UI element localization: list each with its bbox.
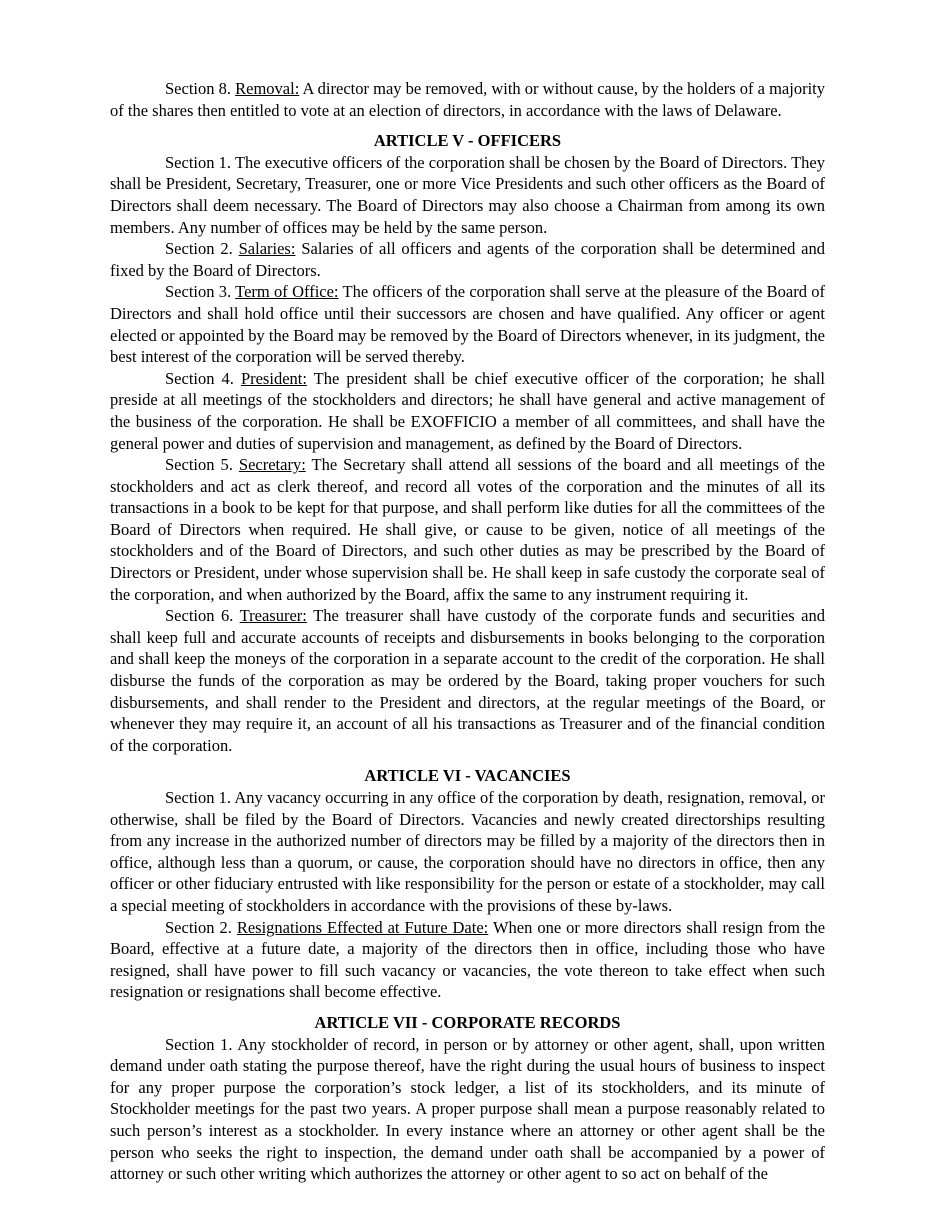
section-body-text: Any stockholder of record, in person or by attorney or other agent, shall, upon written demand under oath stating the purpose thereof, have the right during the usual hours of business to inspect for any proper purpose the corporation’s stock ledger, a list of its stockholders, and its minute of Stockholder meetings for the past two years. A proper purpose shall mean a purpose reasonably related to such person’s interest as a stockholder. In every instance where an attorney or other agent shall be the person who seeks the right to inspection, the demand under oath shall be accompanied by a power of attorney or such other writing which authorizes the attorney or other agent to so act on behalf of the [110, 1034, 826, 1184]
underlined-term: Treasurer: [239, 606, 307, 626]
section-label: Section 4. [165, 368, 234, 388]
paragraph-corporate-records-section-1 [110, 1034, 825, 1185]
section-label: Section 1. [165, 788, 232, 807]
section-label: Section 2. [165, 917, 232, 937]
section-label: Section 2. [165, 239, 233, 259]
paragraph-vacancies-section-1 [110, 787, 825, 917]
paragraph-officers-section-1 [110, 152, 825, 238]
section-label: Section 1. [165, 152, 232, 172]
paragraph-officers-section-6-treasurer [110, 605, 825, 756]
section-label: Section 5. [165, 455, 233, 475]
section-label: Section 8. [165, 79, 231, 98]
underlined-term: Term of Office: [235, 282, 339, 302]
underlined-term: Salaries: [238, 239, 296, 259]
heading-article-vi-vacancies: ARTICLE VI - VACANCIES [364, 766, 571, 786]
underlined-term: President: [240, 368, 307, 388]
heading-article-vii-corporate-records: ARTICLE VII - CORPORATE RECORDS [314, 1012, 621, 1032]
section-body-text: Salaries of all officers and agents of the corporation shall be determined and fixed by the Board of Directors. [110, 239, 826, 280]
heading-article-v-officers: ARTICLE V - OFFICERS [373, 131, 562, 151]
section-label: Section 3. [165, 282, 232, 302]
underlined-term: Resignations Effected at Future Date: [236, 917, 489, 937]
paragraph-officers-section-3-term-of-office [110, 281, 825, 367]
underlined-term: Removal: [235, 79, 300, 98]
section-label: Section 6. [165, 606, 234, 626]
section-body-text: A director may be removed, with or without cause, by the holders of a majority of the shares then entitled to vote at an election of directors, in accordance with the laws of Delaware. [110, 79, 825, 120]
section-body-text: The executive officers of the corporation shall be chosen by the Board of Directors. They shall be President, Secretary, Treasurer, one or more Vice Presidents and such other officers as the Board of Directors shall deem necessary. The Board of Directors may also choose a Chairman from among its own members. Any number of offices may be held by the same person. [110, 152, 826, 237]
paragraph-officers-section-5-secretary [110, 454, 825, 605]
section-label: Section 1. [165, 1034, 233, 1054]
section-body-text: When one or more directors shall resign from the Board, effective at a future date, a majority of the directors then in office, including those who have resigned, shall have power to fill such vacancy or vacancies, the vote thereon to take effect when such resignation or resignations shall become effective. [110, 917, 826, 1002]
paragraph-officers-section-2-salaries [110, 238, 825, 281]
section-body-text: The president shall be chief executive officer of the corporation; he shall preside at all meetings of the stockholders and directors; he shall have general and active management of the business of the corporation. He shall be EXOFFICIO a member of all committees, and shall have the general power and duties of supervision and management, as defined by the Board of Directors. [110, 368, 825, 453]
section-body-text: The officers of the corporation shall serve at the pleasure of the Board of Directors and shall hold office until their successors are chosen and have qualified. Any officer or agent elected or appointed by the Board may be removed by the Board of Directors whenever, in its judgment, the best interest of the corporation will be served thereby. [110, 282, 826, 367]
paragraph-section-8-removal [110, 78, 825, 121]
section-body-text: The Secretary shall attend all sessions of the board and all meetings of the stockholders and act as clerk thereof, and record all votes of the corporation and the minutes of all its transactions in a book to be kept for that purpose, and shall perform like duties for all the committees of the Board of Directors when required. He shall give, or cause to be given, notice of all meetings of the stockholders and of the Board of Directors, and such other duties as may be prescribed by the Board of Directors or President, under whose supervision shall be. He shall keep in safe custody the corporate seal of the corporation, and when authorized by the Board, affix the same to any instrument requiring it. [110, 455, 825, 604]
section-body-text: Any vacancy occurring in any office of the corporation by death, resignation, removal, or otherwise, shall be filed by the Board of Directors. Vacancies and newly created directorships resulting from any increase in the authorized number of directors may be filled by a majority of the directors then in office, although less than a quorum, or cause, the corporation should have no directors in office, then any officer or other fiduciary entrusted with like responsibility for the person or estate of a stockholder, may call a special meeting of stockholders in accordance with the provisions of these by-laws. [110, 788, 825, 915]
paragraph-vacancies-section-2-resignations [110, 917, 825, 1003]
underlined-term: Secretary: [238, 455, 306, 475]
paragraph-officers-section-4-president [110, 368, 825, 454]
section-body-text: The treasurer shall have custody of the corporate funds and securities and shall keep full and accurate accounts of receipts and disbursements in books belonging to the corporation and shall keep the moneys of the corporation in a separate account to the credit of the corporation. He shall disburse the funds of the corporation as may be ordered by the Board, taking proper vouchers for such disbursements, and shall render to the President and directors, at the regular meetings of the Board, or whenever they may require it, an account of all his transactions as Treasurer and of the financial condition of the corporation. [110, 606, 825, 755]
